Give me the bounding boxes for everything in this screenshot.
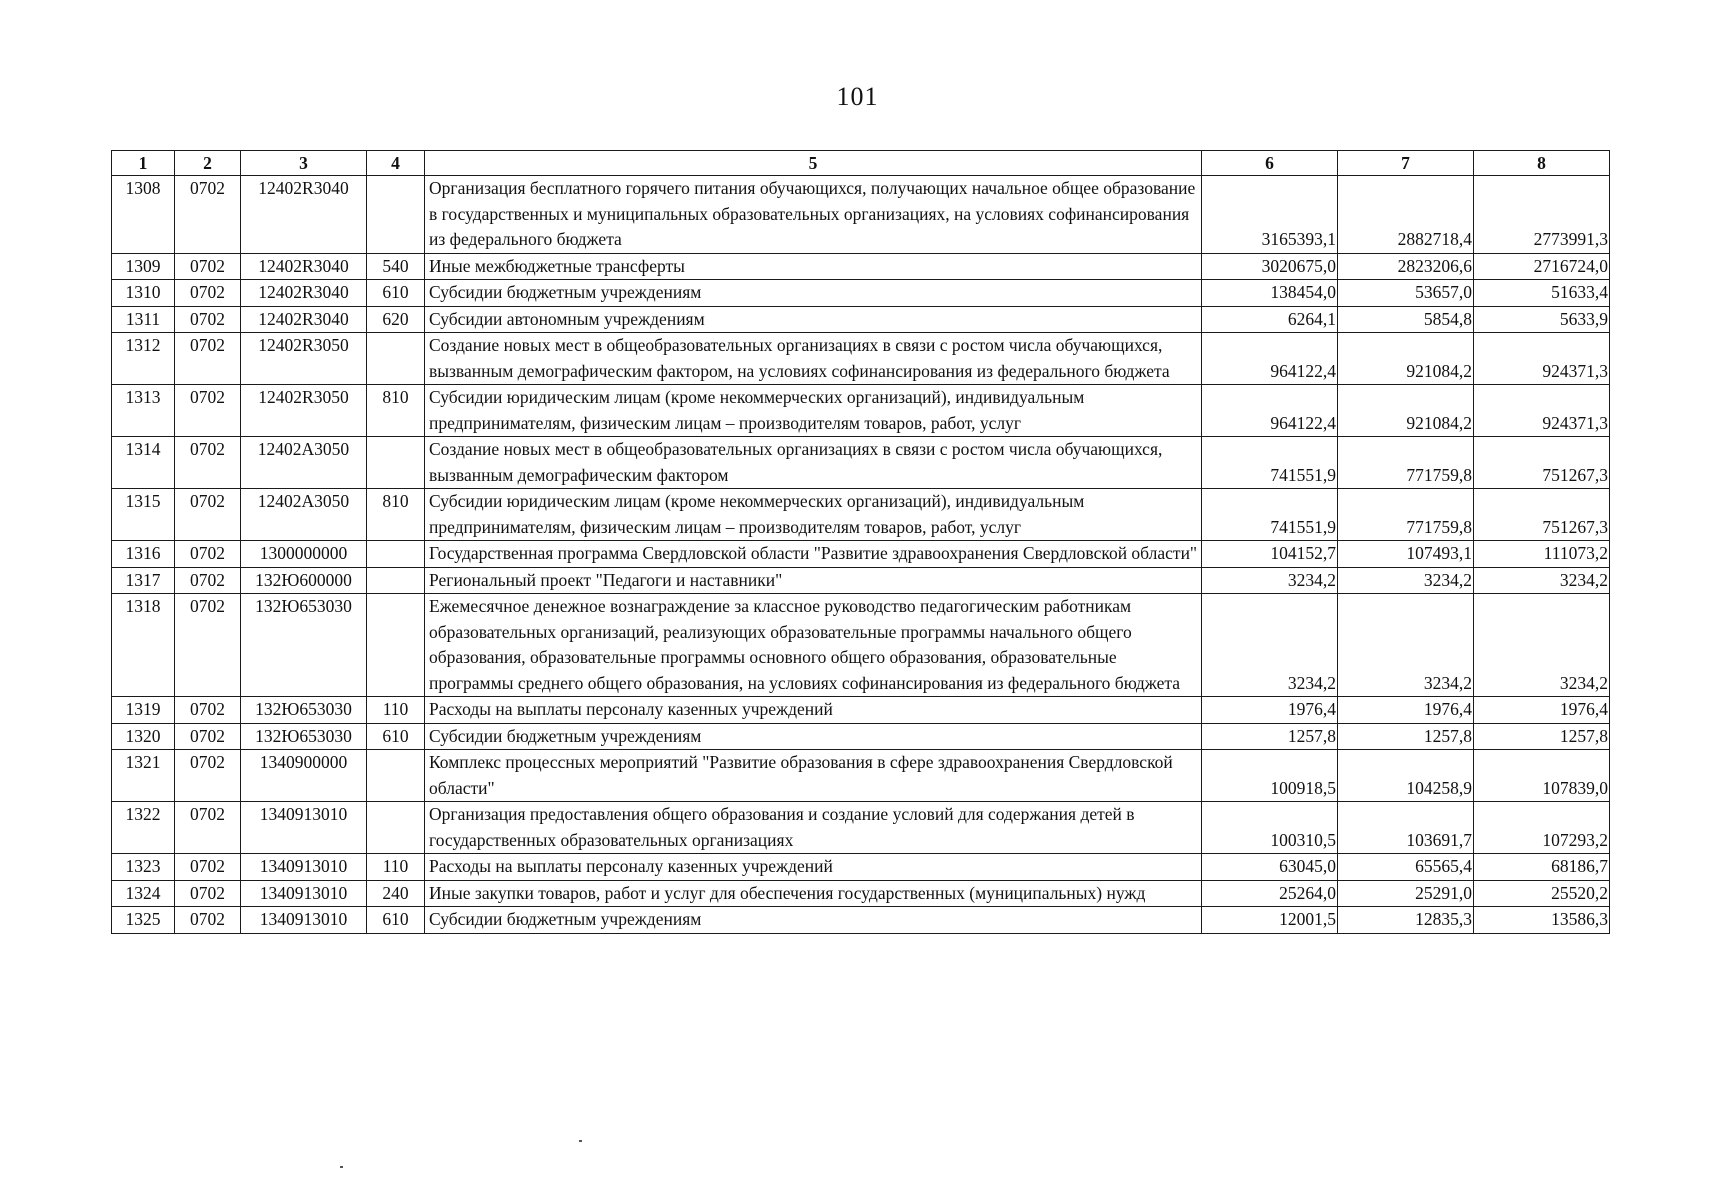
target-article-cell: 132Ю600000 [241, 567, 367, 594]
row-number-cell: 1313 [112, 385, 175, 437]
row-number-cell: 1311 [112, 306, 175, 333]
table-row [112, 697, 1610, 724]
amount-year-1-cell: 741551,9 [1202, 437, 1338, 489]
row-number-cell: 1324 [112, 880, 175, 907]
target-article-cell: 12402R3040 [241, 253, 367, 280]
amount-year-1-cell: 3165393,1 [1202, 176, 1338, 254]
amount-year-2-cell: 921084,2 [1338, 385, 1474, 437]
expense-type-cell [367, 541, 425, 568]
amount-year-1-cell: 3234,2 [1202, 594, 1338, 697]
section-code-cell: 0702 [175, 880, 241, 907]
description-cell: Государственная программа Свердловской области "Развитие здравоохранения Свердловской области" [425, 541, 1202, 568]
section-code-cell: 0702 [175, 333, 241, 385]
amount-year-2-cell: 5854,8 [1338, 306, 1474, 333]
row-number-cell: 1325 [112, 907, 175, 934]
row-number-cell: 1315 [112, 489, 175, 541]
row-number-cell: 1309 [112, 253, 175, 280]
header-cell: 1 [112, 151, 175, 176]
target-article-cell: 1340913010 [241, 854, 367, 881]
table-row [112, 385, 1610, 437]
target-article-cell: 1340913010 [241, 880, 367, 907]
expense-type-cell [367, 567, 425, 594]
row-number-cell: 1314 [112, 437, 175, 489]
description-cell: Иные межбюджетные трансферты [425, 253, 1202, 280]
expense-type-cell: 810 [367, 385, 425, 437]
expense-type-cell: 620 [367, 306, 425, 333]
target-article-cell: 1340900000 [241, 750, 367, 802]
amount-year-1-cell: 100918,5 [1202, 750, 1338, 802]
row-number-cell: 1312 [112, 333, 175, 385]
target-article-cell: 12402А3050 [241, 437, 367, 489]
section-code-cell: 0702 [175, 385, 241, 437]
table-row [112, 907, 1610, 934]
table-row [112, 594, 1610, 697]
amount-year-1-cell: 3234,2 [1202, 567, 1338, 594]
expense-type-cell [367, 750, 425, 802]
amount-year-3-cell: 2716724,0 [1474, 253, 1610, 280]
section-code-cell: 0702 [175, 594, 241, 697]
amount-year-1-cell: 104152,7 [1202, 541, 1338, 568]
description-cell: Комплекс процессных мероприятий "Развитие образования в сфере здравоохранения Свердловской области" [425, 750, 1202, 802]
amount-year-3-cell: 3234,2 [1474, 594, 1610, 697]
table-row [112, 567, 1610, 594]
expense-type-cell: 110 [367, 697, 425, 724]
description-cell: Организация предоставления общего образования и создание условий для содержания детей в государственных образовательных организациях [425, 802, 1202, 854]
table-row [112, 253, 1610, 280]
section-code-cell: 0702 [175, 750, 241, 802]
target-article-cell: 132Ю653030 [241, 697, 367, 724]
target-article-cell: 1340913010 [241, 907, 367, 934]
section-code-cell: 0702 [175, 907, 241, 934]
table-row [112, 802, 1610, 854]
amount-year-2-cell: 3234,2 [1338, 567, 1474, 594]
amount-year-3-cell: 111073,2 [1474, 541, 1610, 568]
amount-year-1-cell: 741551,9 [1202, 489, 1338, 541]
row-number-cell: 1322 [112, 802, 175, 854]
row-number-cell: 1308 [112, 176, 175, 254]
amount-year-1-cell: 100310,5 [1202, 802, 1338, 854]
expense-type-cell [367, 437, 425, 489]
section-code-cell: 0702 [175, 306, 241, 333]
header-cell: 4 [367, 151, 425, 176]
amount-year-1-cell: 3020675,0 [1202, 253, 1338, 280]
page-number: 101 [836, 82, 879, 111]
row-number-cell: 1321 [112, 750, 175, 802]
amount-year-2-cell: 771759,8 [1338, 489, 1474, 541]
amount-year-1-cell: 1257,8 [1202, 723, 1338, 750]
amount-year-1-cell: 964122,4 [1202, 385, 1338, 437]
expense-type-cell [367, 802, 425, 854]
amount-year-3-cell: 2773991,3 [1474, 176, 1610, 254]
amount-year-2-cell: 53657,0 [1338, 280, 1474, 307]
header-cell: 5 [425, 151, 1202, 176]
table-row [112, 723, 1610, 750]
row-number-cell: 1317 [112, 567, 175, 594]
header-cell: 7 [1338, 151, 1474, 176]
target-article-cell: 1340913010 [241, 802, 367, 854]
table-row [112, 880, 1610, 907]
description-cell: Субсидии бюджетным учреждениям [425, 907, 1202, 934]
description-cell: Региональный проект "Педагоги и наставники" [425, 567, 1202, 594]
table-row [112, 489, 1610, 541]
amount-year-2-cell: 25291,0 [1338, 880, 1474, 907]
description-cell: Субсидии автономным учреждениям [425, 306, 1202, 333]
header-cell: 2 [175, 151, 241, 176]
description-cell: Субсидии бюджетным учреждениям [425, 280, 1202, 307]
amount-year-2-cell: 12835,3 [1338, 907, 1474, 934]
amount-year-1-cell: 138454,0 [1202, 280, 1338, 307]
amount-year-3-cell: 751267,3 [1474, 437, 1610, 489]
header-cell: 8 [1474, 151, 1610, 176]
amount-year-3-cell: 3234,2 [1474, 567, 1610, 594]
row-number-cell: 1318 [112, 594, 175, 697]
amount-year-2-cell: 2823206,6 [1338, 253, 1474, 280]
target-article-cell: 12402R3050 [241, 385, 367, 437]
table-row [112, 176, 1610, 254]
expense-type-cell: 610 [367, 907, 425, 934]
budget-table [111, 150, 1610, 934]
target-article-cell: 12402R3040 [241, 176, 367, 254]
target-article-cell: 12402R3040 [241, 306, 367, 333]
target-article-cell: 132Ю653030 [241, 594, 367, 697]
header-cell: 6 [1202, 151, 1338, 176]
target-article-cell: 12402R3040 [241, 280, 367, 307]
section-code-cell: 0702 [175, 567, 241, 594]
amount-year-2-cell: 104258,9 [1338, 750, 1474, 802]
table-row [112, 437, 1610, 489]
description-cell: Субсидии юридическим лицам (кроме некоммерческих организаций), индивидуальным предпринимателям, физическим лицам – производителям товаров, работ, услуг [425, 489, 1202, 541]
description-cell: Субсидии бюджетным учреждениям [425, 723, 1202, 750]
section-code-cell: 0702 [175, 437, 241, 489]
amount-year-3-cell: 13586,3 [1474, 907, 1610, 934]
amount-year-3-cell: 5633,9 [1474, 306, 1610, 333]
amount-year-2-cell: 1257,8 [1338, 723, 1474, 750]
amount-year-2-cell: 3234,2 [1338, 594, 1474, 697]
amount-year-2-cell: 771759,8 [1338, 437, 1474, 489]
expense-type-cell: 110 [367, 854, 425, 881]
header-row [112, 151, 1610, 176]
expense-type-cell [367, 176, 425, 254]
amount-year-3-cell: 1976,4 [1474, 697, 1610, 724]
description-cell: Организация бесплатного горячего питания обучающихся, получающих начальное общее образование в государственных и муниципальных образовательных организациях, на условиях софинансирования из федерального бюджета [425, 176, 1202, 254]
description-cell: Расходы на выплаты персоналу казенных учреждений [425, 854, 1202, 881]
table-row [112, 541, 1610, 568]
table-body [112, 176, 1610, 934]
amount-year-1-cell: 6264,1 [1202, 306, 1338, 333]
row-number-cell: 1316 [112, 541, 175, 568]
amount-year-1-cell: 12001,5 [1202, 907, 1338, 934]
row-number-cell: 1319 [112, 697, 175, 724]
description-cell: Создание новых мест в общеобразовательных организациях в связи с ростом числа обучающихся, вызванным демографическим фактором [425, 437, 1202, 489]
amount-year-2-cell: 103691,7 [1338, 802, 1474, 854]
section-code-cell: 0702 [175, 854, 241, 881]
section-code-cell: 0702 [175, 280, 241, 307]
amount-year-2-cell: 2882718,4 [1338, 176, 1474, 254]
table-row [112, 333, 1610, 385]
amount-year-3-cell: 107839,0 [1474, 750, 1610, 802]
target-article-cell: 1300000000 [241, 541, 367, 568]
amount-year-3-cell: 1257,8 [1474, 723, 1610, 750]
table-row [112, 306, 1610, 333]
amount-year-3-cell: 924371,3 [1474, 385, 1610, 437]
section-code-cell: 0702 [175, 723, 241, 750]
amount-year-1-cell: 1976,4 [1202, 697, 1338, 724]
amount-year-1-cell: 63045,0 [1202, 854, 1338, 881]
expense-type-cell: 540 [367, 253, 425, 280]
table-row [112, 854, 1610, 881]
section-code-cell: 0702 [175, 489, 241, 541]
table-row [112, 280, 1610, 307]
amount-year-2-cell: 1976,4 [1338, 697, 1474, 724]
amount-year-3-cell: 107293,2 [1474, 802, 1610, 854]
amount-year-3-cell: 924371,3 [1474, 333, 1610, 385]
expense-type-cell: 610 [367, 280, 425, 307]
expense-type-cell: 810 [367, 489, 425, 541]
description-cell: Создание новых мест в общеобразовательных организациях в связи с ростом числа обучающихся, вызванным демографическим фактором, на условиях софинансирования из федерального бюджета [425, 333, 1202, 385]
amount-year-2-cell: 921084,2 [1338, 333, 1474, 385]
description-cell: Иные закупки товаров, работ и услуг для обеспечения государственных (муниципальных) нужд [425, 880, 1202, 907]
amount-year-3-cell: 68186,7 [1474, 854, 1610, 881]
header-cell: 3 [241, 151, 367, 176]
expense-type-cell [367, 333, 425, 385]
amount-year-1-cell: 25264,0 [1202, 880, 1338, 907]
row-number-cell: 1310 [112, 280, 175, 307]
row-number-cell: 1323 [112, 854, 175, 881]
section-code-cell: 0702 [175, 253, 241, 280]
amount-year-3-cell: 25520,2 [1474, 880, 1610, 907]
expense-type-cell: 610 [367, 723, 425, 750]
expense-type-cell: 240 [367, 880, 425, 907]
amount-year-2-cell: 107493,1 [1338, 541, 1474, 568]
table-row [112, 750, 1610, 802]
description-cell: Субсидии юридическим лицам (кроме некоммерческих организаций), индивидуальным предпринимателям, физическим лицам – производителям товаров, работ, услуг [425, 385, 1202, 437]
amount-year-3-cell: 51633,4 [1474, 280, 1610, 307]
expense-type-cell [367, 594, 425, 697]
section-code-cell: 0702 [175, 176, 241, 254]
target-article-cell: 12402А3050 [241, 489, 367, 541]
amount-year-3-cell: 751267,3 [1474, 489, 1610, 541]
description-cell: Ежемесячное денежное вознаграждение за классное руководство педагогическим работникам образовательных организаций, реализующих образовательные программы начального общего образования, образовательные программы основного общего образования, образовательные программы среднего общего образования, на условиях софинансирования из федерального бюджета [425, 594, 1202, 697]
amount-year-2-cell: 65565,4 [1338, 854, 1474, 881]
section-code-cell: 0702 [175, 697, 241, 724]
amount-year-1-cell: 964122,4 [1202, 333, 1338, 385]
description-cell: Расходы на выплаты персоналу казенных учреждений [425, 697, 1202, 724]
scan-speck [340, 1166, 343, 1168]
row-number-cell: 1320 [112, 723, 175, 750]
scan-speck [579, 1140, 582, 1142]
section-code-cell: 0702 [175, 541, 241, 568]
target-article-cell: 132Ю653030 [241, 723, 367, 750]
target-article-cell: 12402R3050 [241, 333, 367, 385]
section-code-cell: 0702 [175, 802, 241, 854]
